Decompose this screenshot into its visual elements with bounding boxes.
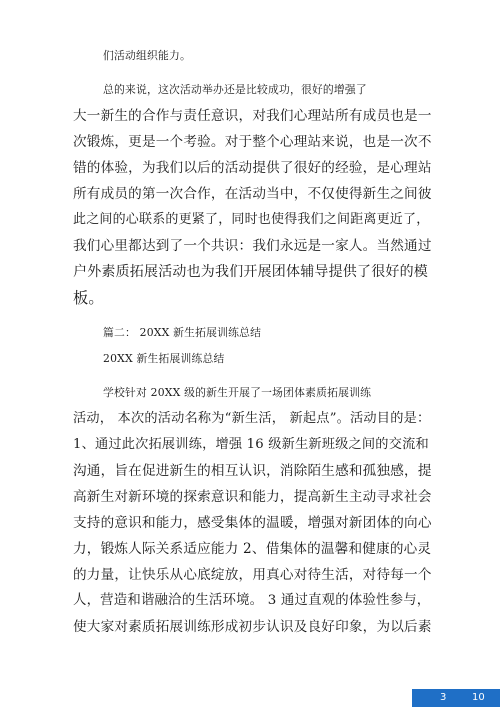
text-line: 的力量，让快乐从心底绽放，用真心对待生活，对待每一个 (73, 567, 432, 583)
section-heading: 篇二： 20XX 新生拓展训练总结 (103, 326, 262, 339)
text-line: 活动， 本次的活动名称为“新生活， 新起点”。活动目的是： (73, 411, 431, 426)
text-line: 板。 (73, 289, 104, 307)
text-line: 力，锻炼人际关系适应能力 2、借集体的温馨和健康的心灵 (73, 541, 432, 557)
text-line: 支持的意识和能力，感受集体的温暖，增强对新团体的向心 (73, 515, 432, 531)
section-subheading: 20XX 新生拓展训练总结 (103, 352, 225, 365)
text-line: 总的来说，这次活动举办还是比较成功，很好的增强了 (103, 83, 367, 96)
text-line: 1、通过此次拓展训练，增强 16 级新生新班级之间的交流和 (73, 437, 429, 452)
current-page-number: 3 (440, 692, 447, 703)
text-line: 户外素质拓展活动也为我们开展团体辅导提供了很好的模 (73, 264, 428, 280)
text-line: 错的体验，为我们以后的活动提供了很好的经验，是心理站 (73, 160, 432, 176)
text-line: 大一新生的合作与责任意识，对我们心理站所有成员也是一 (73, 108, 432, 124)
text-line: 所有成员的第一次合作，在活动当中，不仅使得新生之间彼 (73, 186, 432, 202)
text-line: 学校针对 20XX 级的新生开展了一场团体素质拓展训练 (103, 386, 372, 399)
text-line: 我们心里都达到了一个共识：我们永远是一家人。当然通过 (73, 238, 432, 254)
text-line: 沟通，旨在促进新生的相互认识，消除陌生感和孤独感，提 (73, 463, 432, 479)
text-line: 高新生对新环境的探索意识和能力，提高新生主动寻求社会 (73, 489, 432, 505)
text-line: 使大家对素质拓展训练形成初步认识及良好印象，为以后素 (73, 619, 432, 635)
page-number-bar (412, 689, 500, 707)
text-line: 次锻炼，更是一个考验。对于整个心理站来说，也是一次不 (73, 134, 432, 150)
total-pages-number: 10 (472, 692, 485, 703)
text-line: 此之间的心联系的更紧了，同时也使得我们之间距离更近了， (73, 212, 430, 227)
text-line: 人，营造和谐融洽的生活环境。 3 通过直观的体验性参与， (73, 593, 431, 608)
text-line: 们活动组织能力。 (103, 49, 191, 62)
